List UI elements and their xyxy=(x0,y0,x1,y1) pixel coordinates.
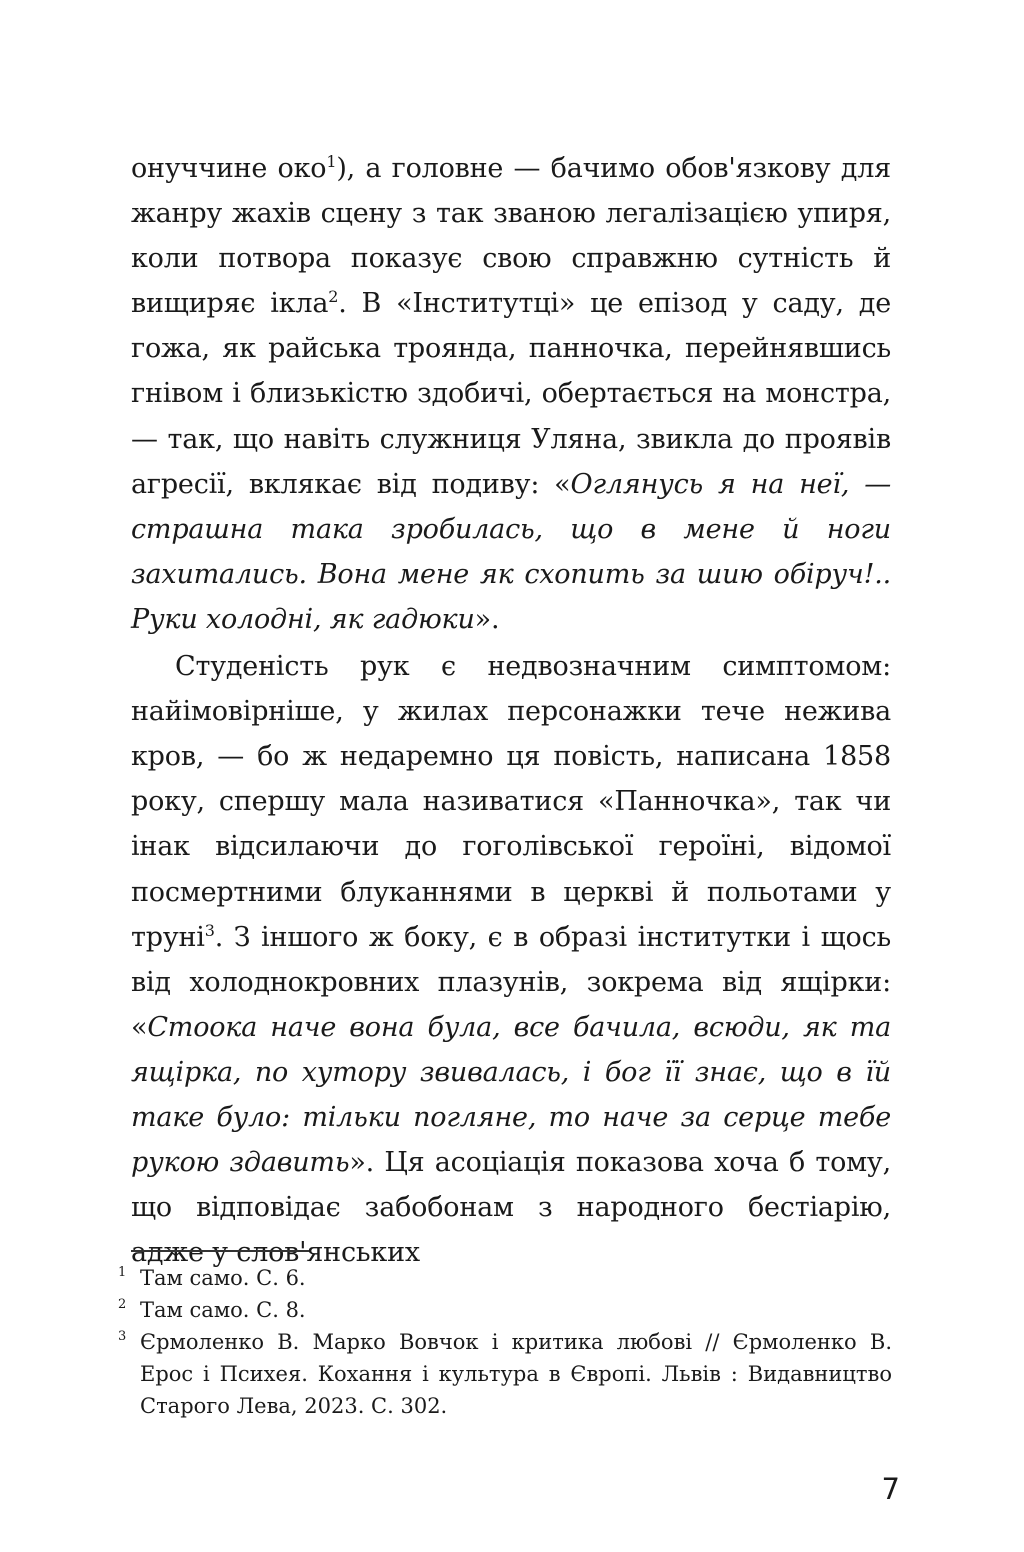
footnote-number: 3 xyxy=(118,1329,127,1344)
paragraph1-quote: Оглянусь я на неї, — страшна така зробилась, що в мене й ноги захитались. Вона мене як схопить за шию обіруч!.. Руки холодні, як гадюки xyxy=(131,468,892,635)
footnote-ref-2: 2 xyxy=(328,287,339,307)
paragraph2-quote: Стоока наче вона була, все бачила, всюди, як та ящірка, по хутору звивалась, і бог її знає, що в їй таке було: тільки погляне, то наче за серце тебе рукою здавить xyxy=(131,1011,891,1179)
footnote-3 xyxy=(118,1326,892,1422)
paragraph1-part1: онуччине око xyxy=(131,153,327,184)
paragraph-2 xyxy=(131,644,891,1275)
paragraph1-part2: ), а головне — бачимо обов'язкову для жанру жахів сцену з так званою легалізацією упиря, коли потвора показує свою справжню сутність й вищиряє ікла xyxy=(131,153,891,320)
footnote-number: 1 xyxy=(118,1265,127,1280)
footnote-2 xyxy=(118,1294,892,1326)
footnote-ref-3: 3 xyxy=(204,920,215,940)
main-text xyxy=(131,146,891,1275)
footnote-text: Там само. С. 6. xyxy=(140,1266,306,1290)
paragraph2-part3: ». Ця асоціація показова хоча б тому, що відповідає забобонам з народного бестіарію, адже у слов'янських xyxy=(131,1147,891,1269)
footnote-number: 2 xyxy=(118,1297,127,1312)
paragraph-continued xyxy=(131,146,891,642)
paragraph1-part3: . В «Інститутці» це епізод у саду, де гожа, як райська троянда, панночка, перейнявшись гнівом і близькістю здобичі, обертається на монстра, — так, що навіть служниця Уляна, звикла до проявів агресії, вклякає від подиву: « xyxy=(131,288,891,500)
footnote-1 xyxy=(118,1262,892,1294)
footnote-text: Єрмоленко В. Марко Вовчок і критика любові // Єрмоленко В. Ерос і Психея. Кохання і культура в Європі. Львів : Видавництво Старого Лева, 2023. С. 302. xyxy=(140,1330,892,1418)
footnote-text: Там само. С. 8. xyxy=(140,1298,306,1322)
paragraph2-part2: . З іншого ж боку, є в образі інститутки і щось від холоднокровних плазунів, зокрема від ящірки: « xyxy=(131,921,891,1043)
footnote-divider xyxy=(131,1250,309,1252)
paragraph2-part1: Студеність рук є недвозначним симптомом: найімовірніше, у жилах персонажки тече нежива кров, — бо ж недаремно ця повість, написана 1858 року, спершу мала називатися «Панночка», так чи інак відсилаючи до гоголівської героїні, відомої посмертними блуканнями в церкві й польотами у труні xyxy=(131,651,891,953)
footnotes xyxy=(118,1262,892,1422)
paragraph1-end: ». xyxy=(474,603,500,635)
page-number: 7 xyxy=(881,1472,900,1506)
footnote-ref-1: 1 xyxy=(326,152,337,171)
